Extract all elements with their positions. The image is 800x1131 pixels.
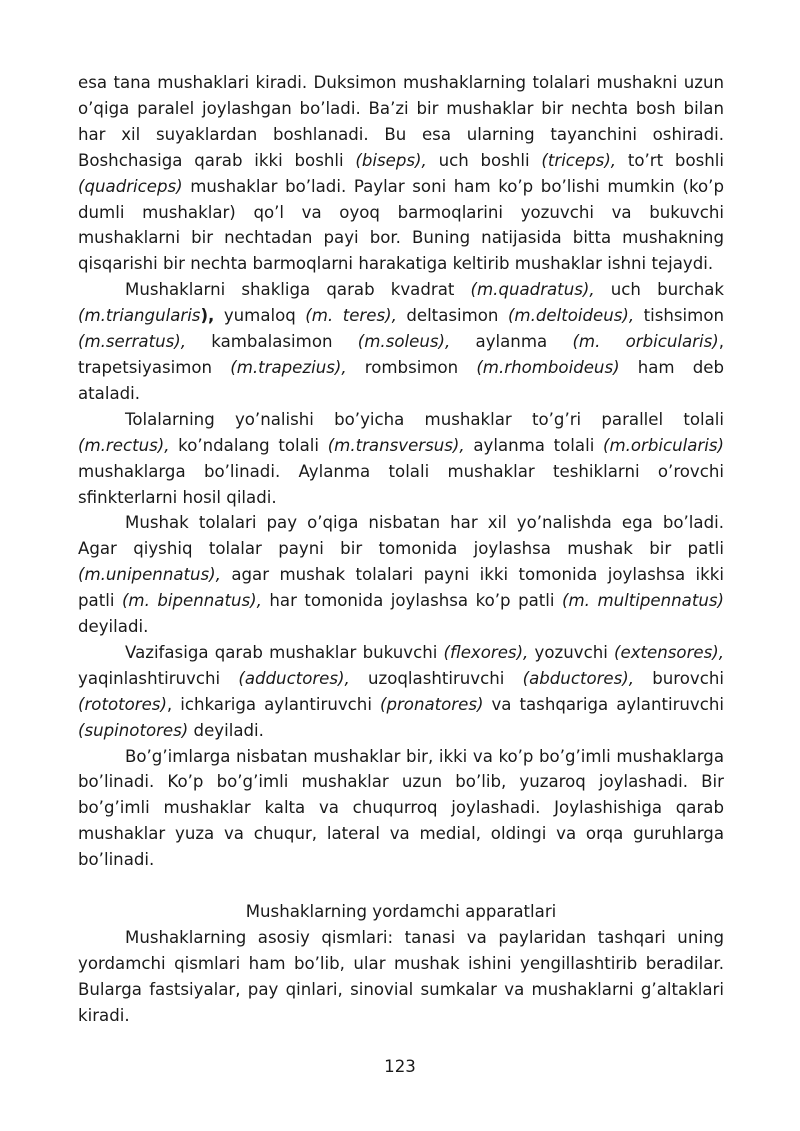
latin-term: (m. teres),: [305, 306, 397, 326]
text-run: yaqinlashtiruvchi: [78, 668, 239, 688]
latin-term: (m. bipennatus),: [121, 591, 262, 611]
bold-punctuation: ),: [200, 306, 215, 326]
text-run: uch burchak: [594, 280, 724, 300]
latin-term: (extensores),: [614, 642, 724, 662]
text-run: to’rt boshli: [616, 150, 724, 170]
text-run: Bo’g’imlarga nisbatan mushaklar bir, ikki va ko’p bo’g’imli mushaklarga bo’linadi. Ko’p bo’g’imli mushaklar uzun bo’lib, yuzaroq joylashadi. Bir bo’g’imli mushaklar kalta va chuqurroq joylashadi. Joylashishiga qarab mushaklar yuza va chuqur, lateral va medial, oldingi va orqa guruhlarga bo’linadi.: [78, 746, 724, 870]
text-run: mushaklarga bo’linadi. Aylanma tolali mushaklar teshiklarni o’rovchi sfinkterlarni hosil qiladi.: [78, 461, 724, 507]
latin-term: (pronatores): [379, 694, 484, 714]
paragraph: [78, 744, 724, 874]
text-run: deltasimon: [396, 306, 508, 326]
latin-term: (m. multipennatus): [562, 591, 724, 611]
text-run: uzoqlashtiruvchi: [349, 668, 523, 688]
paragraph: [78, 407, 724, 511]
latin-term: (triceps),: [541, 150, 617, 170]
text-run: Mushak tolalari pay o’qiga nisbatan har xil yo’nalishda ega bo’ladi. Agar qiyshiq tolalar payni bir tomonida joylashsa mushak bir patli: [78, 513, 724, 559]
text-run: esa tana mushaklari kiradi. Duksimon mushaklarning tolalari mushakni uzun o’qiga paralel joylashgan bo’ladi. Ba’zi bir mushaklar bir nechta bosh bilan har xil suyaklardan boshlanadi. Bu esa ularning tayanchini oshiradi. Boshchasiga qarab ikki boshli: [78, 73, 724, 170]
latin-term: (m.quadratus),: [470, 280, 595, 300]
text-run: burovchi: [634, 668, 724, 688]
paragraph: [78, 70, 724, 277]
latin-term: (rototores): [78, 694, 167, 714]
text-run: tishsimon: [634, 306, 724, 326]
text-run: har tomonida joylashsa ko’p patli: [261, 591, 563, 611]
text-run: kambalasimon: [186, 332, 358, 352]
latin-term: (supinotores): [78, 720, 189, 740]
latin-term: (quadriceps): [78, 176, 183, 196]
latin-term: (m.trapezius),: [230, 357, 347, 377]
paragraph: [78, 277, 724, 407]
text-run: Vazifasiga qarab mushaklar bukuvchi: [125, 642, 444, 662]
latin-term: (biseps),: [355, 150, 427, 170]
latin-term: (m.serratus),: [78, 332, 186, 352]
paragraph: [78, 640, 724, 744]
text-run: rombsimon: [346, 357, 477, 377]
latin-term: (m.orbicularis): [602, 435, 724, 455]
latin-term: (m.rectus),: [78, 435, 170, 455]
section-heading: Mushaklarning yordamchi apparatlari: [245, 902, 557, 922]
latin-term: (m.triangularis: [78, 306, 201, 326]
latin-term: (adductores),: [238, 668, 350, 688]
text-run: aylanma tolali: [464, 435, 603, 455]
text-run: deyiladi.: [78, 617, 149, 637]
latin-term: (m. orbicularis): [572, 332, 719, 352]
text-run: agar mushak tolalari payni ikki tomonida joylashsa ikki patli: [78, 565, 724, 611]
text-run: ham deb ataladi.: [78, 357, 724, 403]
latin-term: (m.unipennatus),: [78, 565, 221, 585]
text-run: yumaloq: [214, 306, 306, 326]
text-run: aylanma: [450, 332, 573, 352]
text-run: Mushaklarni shakliga qarab kvadrat: [125, 280, 471, 300]
latin-term: (m.deltoideus),: [507, 306, 635, 326]
latin-term: (m.rhomboideus): [476, 357, 620, 377]
text-run: uch boshli: [426, 150, 542, 170]
paragraph: [78, 510, 724, 640]
page-number: 123: [384, 1057, 416, 1076]
text-run: mushaklar bo’ladi. Paylar soni ham ko’p bo’lishi mumkin (ko’p dumli mushaklar) qo’l va oyoq barmoqlarini yozuvchi va bukuvchi mushaklarni bir nechtadan payi bor. Buning natijasida bitta mushakning qisqarishi bir nechta barmoqlarni harakatiga keltirib mushaklar ishni tejaydi.: [78, 176, 724, 274]
text-run: , trapetsiyasimon: [78, 332, 725, 377]
latin-term: (flexores),: [443, 642, 529, 662]
text-run: deyiladi.: [188, 720, 264, 740]
text-run: ko’ndalang tolali: [169, 435, 328, 455]
text-run: Tolalarning yo’nalishi bo’yicha mushaklar to’g’ri parallel tolali: [125, 409, 724, 429]
latin-term: (m.soleus),: [357, 332, 451, 352]
closing-paragraph: Mushaklarning asosiy qismlari: tanasi va paylaridan tashqari uning yordamchi qismlari ham bo’lib, ular mushak ishini yengillashtirib beradilar. Bularga fastsiyalar, pay qinlari, sinovial sumkalar va mushaklarni g’altaklari kiradi.: [78, 928, 724, 1025]
body-paragraphs: [78, 70, 724, 873]
text-run: , ichkariga aylantiruvchi: [166, 694, 380, 714]
text-run: yozuvchi: [528, 642, 615, 662]
text-run: va tashqariga aylantiruvchi: [483, 694, 725, 714]
latin-term: (m.transversus),: [327, 435, 465, 455]
page-body: [78, 70, 724, 1029]
latin-term: (abductores),: [522, 668, 635, 688]
